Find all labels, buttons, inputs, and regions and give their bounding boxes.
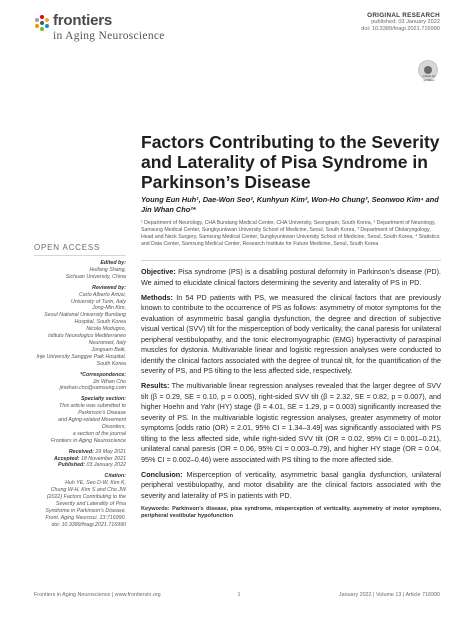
received-date: Received: 29 May 2021 bbox=[68, 448, 126, 455]
specialty-line: and Aging-related Movement bbox=[58, 417, 126, 424]
citation-line: Chung W-H, Kim S and Cho JW bbox=[50, 487, 126, 494]
citation-line: Front. Aging Neurosci. 13:716990. bbox=[45, 514, 126, 521]
published-date: published: 03 January 2022 bbox=[371, 19, 440, 25]
reviewer-line: Jongsam Baik, bbox=[91, 346, 126, 353]
reviewed-by-label: Reviewed by: bbox=[92, 284, 126, 291]
affiliations: ¹ Department of Neurology, CHA Bundang Medical Center, CHA University, Seongnam, South Korea, ² Department of Neurology, Samsung Medical Center, Sungkyunkwan University School of Medicine, Seoul, South Korea, ³ Department of Otolaryngology, Head and Neck Surgery, Samsung Medical Center, Sungkyunkwan University School of Medicine, Seoul, South Korea, ⁴ Statistics and Data Center, Samsung Medical Center, Research Institute for Future Medicine, Seoul, South Korea bbox=[141, 220, 440, 248]
frontiers-logo-icon bbox=[34, 15, 50, 31]
reviewer-line: Carlo Alberto Artusi, bbox=[78, 291, 126, 298]
citation-line: Syndrome in Parkinson’s Disease. bbox=[45, 507, 126, 514]
keywords: Keywords: Parkinson’s disease, pisa syndrome, misperception of verticality, asymmetry of motor symptoms, peripheral vestibular hypofunction bbox=[141, 505, 442, 519]
abstract bbox=[141, 267, 441, 521]
reviewer-line: South Korea bbox=[96, 360, 126, 367]
reviewer-line: Inje University Sanggye Paik Hospital, bbox=[36, 353, 126, 360]
divider bbox=[141, 260, 441, 261]
reviewer-line: Nicola Modugno, bbox=[86, 326, 126, 333]
journal-logo[interactable] bbox=[34, 12, 194, 46]
check-for-updates-icon[interactable] bbox=[418, 60, 438, 80]
author-list: Young Eun Huh¹, Dae-Won Seo², Kunhyun Kim², Won-Ho Chung³, Seonwoo Kim⁴ and Jin Whan Cho²* bbox=[141, 195, 439, 214]
reviewer-line: Hospital, South Korea bbox=[74, 319, 126, 326]
sidebar bbox=[34, 260, 126, 529]
citation-line: Huh YE, Seo D-W, Kim K, bbox=[65, 480, 126, 487]
editor-line: Sichuan University, China bbox=[65, 273, 126, 280]
check-for-updates-label: Check for updates bbox=[422, 74, 436, 82]
edited-by-label: Edited by: bbox=[100, 260, 126, 266]
correspondence-email[interactable]: jinwhan.cho@samsung.com bbox=[59, 385, 126, 392]
journal-name: in Aging Neuroscience bbox=[53, 30, 165, 42]
specialty-line: This article was submitted to bbox=[59, 403, 126, 410]
reviewer-line: Neuromed, Italy bbox=[88, 339, 126, 346]
divider bbox=[34, 255, 126, 256]
brand-name: frontiers bbox=[53, 12, 113, 29]
abstract-objective: Objective: Pisa syndrome (PS) is a disabling postural deformity in Parkinson’s disease (PD). We aimed to elucidate clinical factors determining the severity and laterality of PS in PD. bbox=[141, 267, 441, 287]
editor-line: Huifang Shang, bbox=[89, 266, 126, 273]
specialty-line: Disorders, bbox=[101, 423, 126, 430]
accepted-date: Accepted: 18 November 2021 bbox=[53, 455, 126, 462]
abstract-conclusion: Conclusion: Misperception of verticality, asymmetric basal ganglia dysfunction, unilateral peripheral vestibulopathy, and motor disability are the clinical factors associated with the severity and laterality of PS in patients with PD. bbox=[141, 469, 441, 500]
abstract-results: Results: The multivariable linear regression analyses revealed that the larger degree of SVV tilt (β = 0.29, SE = 0.10, p = 0.005), right-sided SVV tilt (β = 2.32, SE = 0.82, p = 0.007), and higher Hoehn and Yahr (HY) stage (β = 4.01, SE = 1.29, p = 0.003) significantly increased the severity of PS. In the multivariable logistic regression analyses, greater asymmetry of motor symptoms [odds ratio (OR) = 2.01, 95% CI = 1.34–3.49] was significantly associated with PS tilting to the less affected side, while right-sided SVV tilt (OR = 0.02, 95% CI = 0.001–0.21), unilateral canal paresis (OR = 0.06, 95% CI = 0.003–0.79), and higher HY stage (OR = 0.04, 95% CI = 0.002–0.46) were associated with PS tilting to the more affected side. bbox=[141, 381, 441, 464]
open-access-label: OPEN ACCESS bbox=[34, 243, 101, 252]
specialty-line: Frontiers in Aging Neuroscience bbox=[50, 437, 126, 444]
specialty-label: Specialty section: bbox=[80, 396, 126, 403]
article-title: Factors Contributing to the Severity and Laterality of Pisa Syndrome in Parkinson’s Disease bbox=[141, 132, 440, 192]
footer-issue: January 2022 | Volume 13 | Article 716990 bbox=[338, 592, 440, 598]
page-number: 1 bbox=[237, 592, 241, 598]
citation-doi[interactable]: doi: 10.3389/fnagi.2021.716990 bbox=[51, 521, 126, 528]
reviewer-line: Istituto Neurologico Mediterraneo bbox=[47, 333, 126, 340]
reviewer-line: Seoul National University Bundang bbox=[44, 312, 126, 319]
citation-line: (2022) Factors Contributing to the bbox=[46, 494, 126, 501]
doi-link[interactable]: doi: 10.3389/fnagi.2021.716990 bbox=[361, 26, 440, 32]
citation-line: Severity and Laterality of Pisa bbox=[55, 501, 126, 507]
specialty-line: Parkinson’s Disease bbox=[78, 410, 126, 417]
correspondence-label: *Correspondence: bbox=[80, 371, 126, 378]
reviewer-line: Jong-Min Kim, bbox=[92, 305, 126, 312]
citation-label: Citation: bbox=[104, 473, 126, 480]
footer-journal[interactable]: Frontiers in Aging Neuroscience | www.frontiersin.org bbox=[34, 592, 161, 598]
published-date-sidebar: Published: 03 January 2022 bbox=[57, 462, 126, 469]
correspondence-name: Jin Whan Cho bbox=[92, 378, 126, 385]
article-meta bbox=[361, 12, 440, 33]
reviewer-line: University of Turin, Italy bbox=[71, 298, 126, 305]
abstract-methods: Methods: In 54 PD patients with PS, we measured the clinical factors that are previously known to contribute to the occurrence of PS as follows: asymmetry of motor symptoms for the evaluation of asymmetric basal ganglia dysfunction, the degree and direction of subjective visual vertical (SVV) tilt for the misperception of body verticality, the canal paresis for unilateral peripheral vestibulopathy, and the tonic electromyographic (EMG) hyperactivity of paraspinal muscles for dystonia. Multivariable linear and logistic regression analyses were conducted to identify the clinical factors associated with the degree of truncal tilt, for the quantification of the severity of PS, and PS tilting to the less affected side, respectively. bbox=[141, 292, 442, 375]
specialty-line: a section of the journal bbox=[72, 430, 126, 437]
article-type: ORIGINAL RESEARCH bbox=[367, 12, 440, 19]
